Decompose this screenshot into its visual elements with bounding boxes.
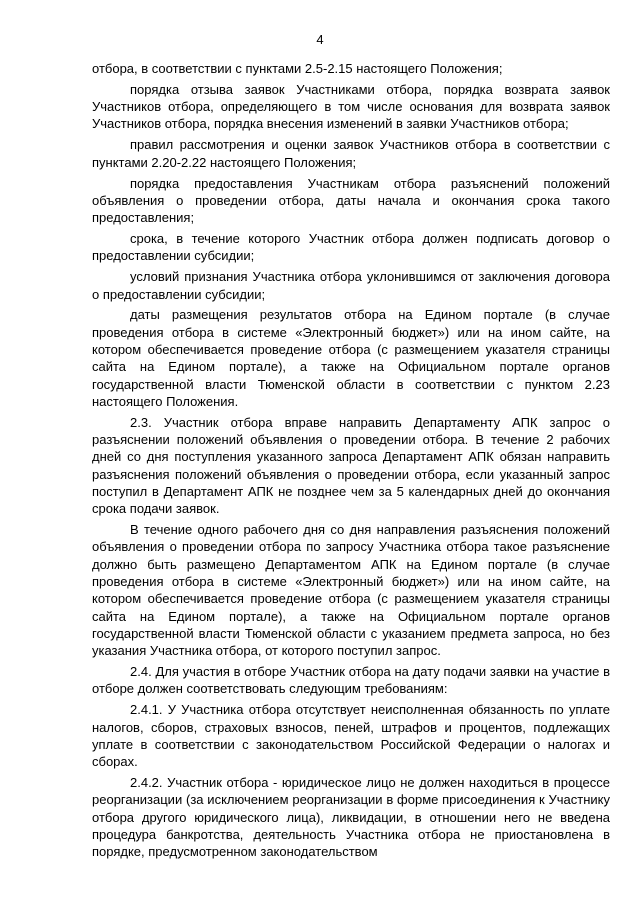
document-body: [92, 60, 610, 864]
paragraph-2-4: 2.4. Для участия в отборе Участник отбора на дату подачи заявки на участие в отборе должен соответствовать следующим требованиям:: [92, 664, 610, 697]
paragraph-clarification-publication: В течение одного рабочего дня со дня направления разъяснения положений объявления о проведении отбора по запросу Участника отбора такое разъяснение должно быть размещено Департаментом АПК на Едином портале (в случае проведения отбора в системе «Электронный бюджет») или на ином сайте, на котором обеспечивается проведение отбора (с размещением указателя страницы сайта на Едином портале), а также на Официальном портале органов государственной власти Тюменской области с указанием предмета запроса, но без указания Участника отбора, от которого поступил запрос.: [92, 522, 610, 659]
page-number: 4: [316, 32, 324, 47]
paragraph-2-4-1: 2.4.1. У Участника отбора отсутствует неисполненная обязанность по уплате налогов, сборов, страховых взносов, пеней, штрафов и процентов, подлежащих уплате в соответствии с законодательством Российской Федерации о налогах и сборах.: [92, 702, 610, 770]
paragraph-2-3: 2.3. Участник отбора вправе направить Департаменту АПК запрос о разъяснении положений объявления о проведении отбора. В течение 2 рабочих дней со дня поступления указанного запроса Департамент АПК обязан направить разъяснения положений объявления о проведении отбора, если указанный запрос поступил в Департамент АПК не позднее чем за 5 календарных дней до окончания срока подачи заявок.: [92, 414, 610, 517]
paragraph-contract-term: срока, в течение которого Участник отбора должен подписать договор о предоставлении субсидии;: [92, 231, 610, 264]
paragraph-evasion-conditions: условий признания Участника отбора уклонившимся от заключения договора о предоставлении субсидии;: [92, 269, 610, 302]
paragraph-continuation: отбора, в соответствии с пунктами 2.5-2.15 настоящего Положения;: [92, 61, 503, 76]
paragraph-clarifications-order: порядка предоставления Участникам отбора разъяснений положений объявления о проведении отбора, даты начала и окончания срока такого предоставления;: [92, 175, 610, 226]
paragraph-review-rules: правил рассмотрения и оценки заявок Участников отбора в соответствии с пунктами 2.20-2.22 настоящего Положения;: [92, 137, 610, 170]
paragraph-2-4-2: 2.4.2. Участник отбора - юридическое лицо не должен находиться в процессе реорганизации (за исключением реорганизации в форме присоединения к Участнику отбора другого юридического лица), ликвидации, в отношении него не введена процедура банкротства, деятельность Участника отбора не приостановлена в порядке, предусмотренном законодательством: [92, 775, 610, 860]
paragraph-withdrawal-order: порядка отзыва заявок Участниками отбора, порядка возврата заявок Участников отбора, определяющего в том числе основания для возврата заявок Участников отбора, порядка внесения изменений в заявки Участников отбора;: [92, 81, 610, 132]
paragraph-results-dates: даты размещения результатов отбора на Едином портале (в случае проведения отбора в системе «Электронный бюджет») или на ином сайте, на котором обеспечивается проведение отбора (с размещением указателя страницы сайта на Едином портале), а также на Официальном портале органов государственной власти Тюменской области в соответствии с пунктом 2.23 настоящего Положения.: [92, 307, 610, 409]
